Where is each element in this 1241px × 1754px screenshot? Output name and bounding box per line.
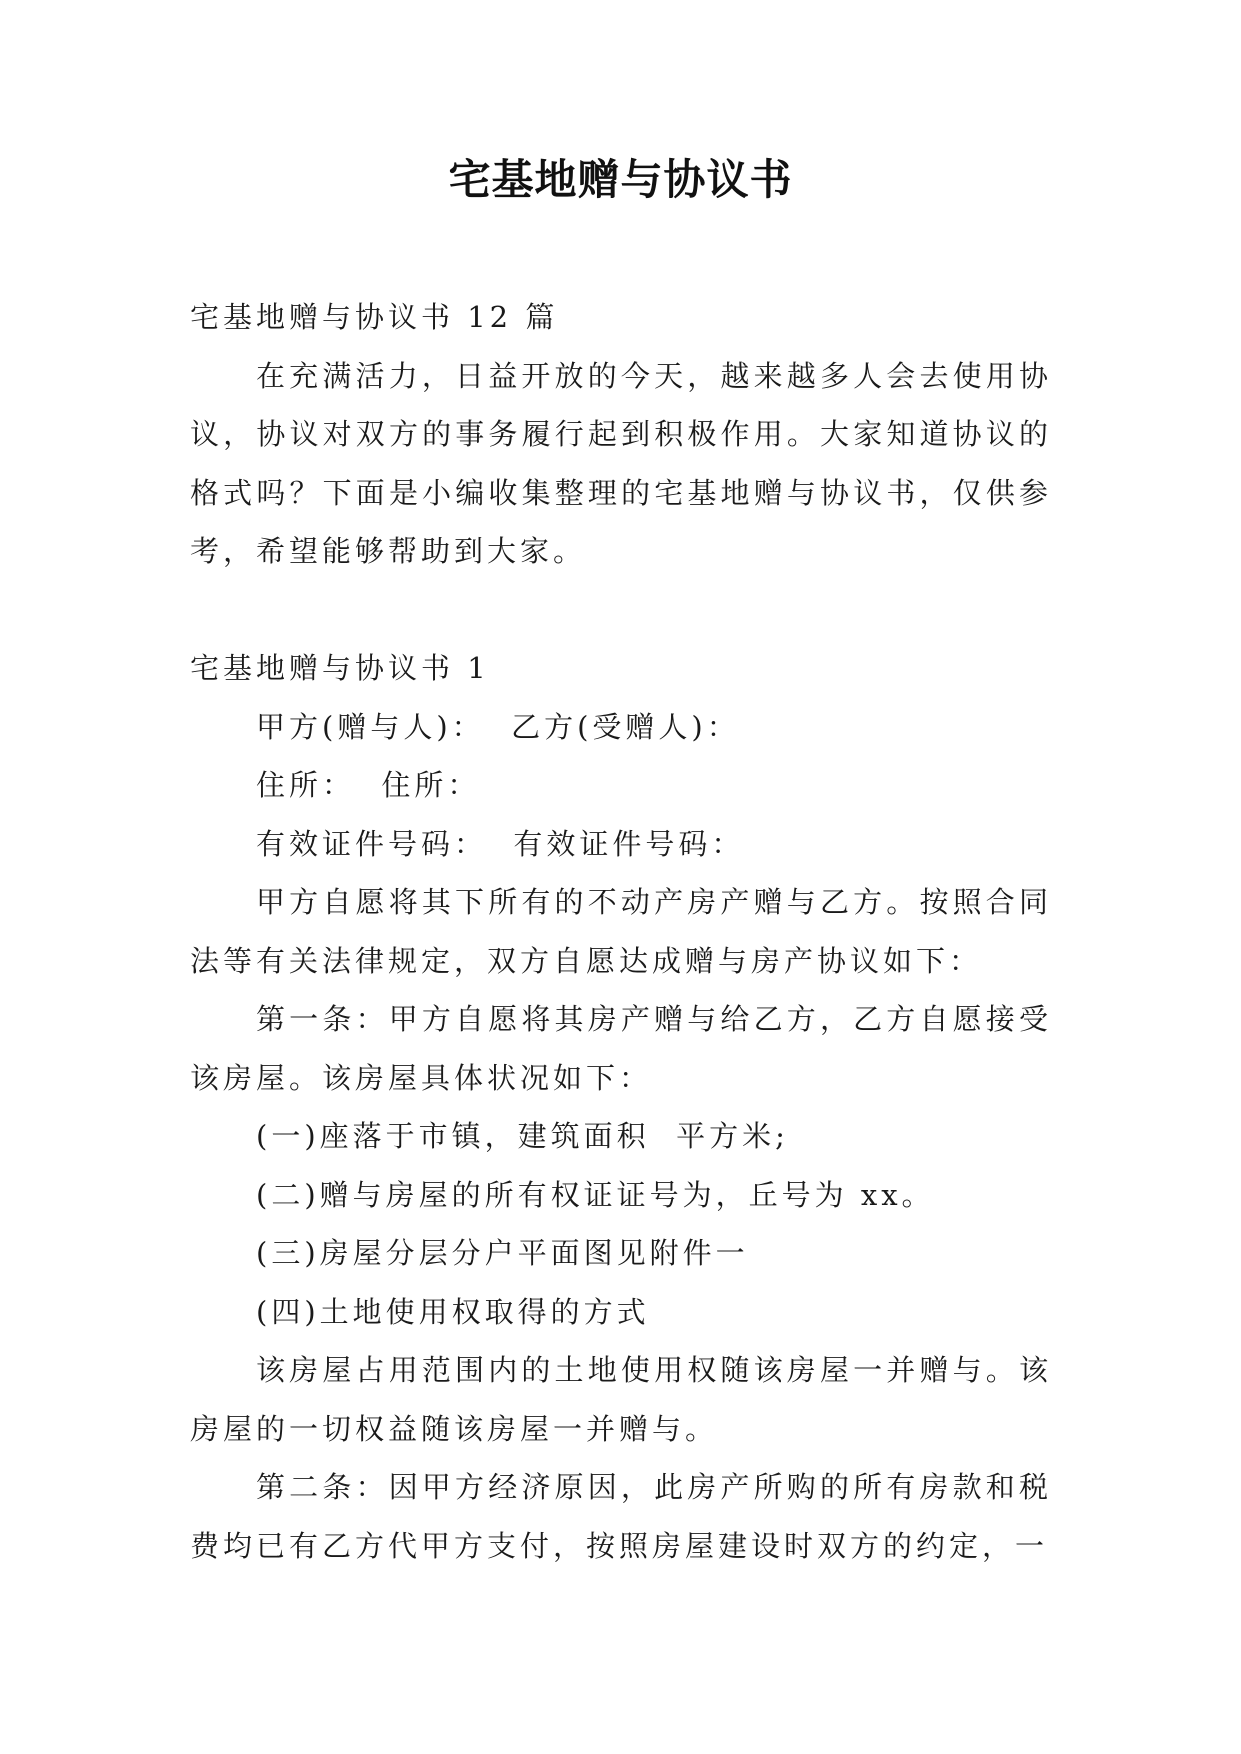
list-item-land-use-method: (四)土地使用权取得的方式: [256, 1294, 650, 1329]
document-title: 宅基地赠与协议书: [448, 155, 793, 204]
document-body: [190, 288, 1052, 1575]
article-1-paragraph: 第一条：甲方自愿将其房产赠与给乙方，乙方自愿接受该房屋。该房屋具体状况如下：: [190, 1002, 1052, 1095]
list-item-certificate: (二)赠与房屋的所有权证证号为，丘号为 xx。: [256, 1177, 935, 1212]
address-line: 住所： 住所：: [256, 768, 481, 802]
section-spacer: [190, 581, 1052, 640]
document-subtitle: 宅基地赠与协议书 12 篇: [190, 300, 559, 334]
article-2-paragraph: 第二条：因甲方经济原因，此房产所购的所有房款和税费均已有乙方代甲方支付，按照房屋建设时双方的约定，一: [190, 1470, 1052, 1563]
intro-paragraph: 在充满活力，日益开放的今天，越来越多人会去使用协议，协议对双方的事务履行起到积极作用。大家知道协议的格式吗？下面是小编收集整理的宅基地赠与协议书，仅供参考，希望能够帮助到大家。: [190, 358, 1052, 568]
list-item-location: (一)座落于市镇，建筑面积 平方米;: [256, 1119, 789, 1153]
parties-line: 甲方(赠与人)： 乙方(受赠人)：: [256, 709, 740, 744]
section-heading: 宅基地赠与协议书 1: [190, 651, 490, 685]
id-number-line: 有效证件号码： 有效证件号码：: [256, 826, 745, 861]
preamble-paragraph: 甲方自愿将其下所有的不动产房产赠与乙方。按照合同法等有关法律规定，双方自愿达成赠与房产协议如下：: [190, 885, 1052, 978]
land-use-paragraph: 该房屋占用范围内的土地使用权随该房屋一并赠与。该房屋的一切权益随该房屋一并赠与。: [190, 1353, 1052, 1446]
list-item-floor-plan: (三)房屋分层分户平面图见附件一: [256, 1236, 749, 1270]
